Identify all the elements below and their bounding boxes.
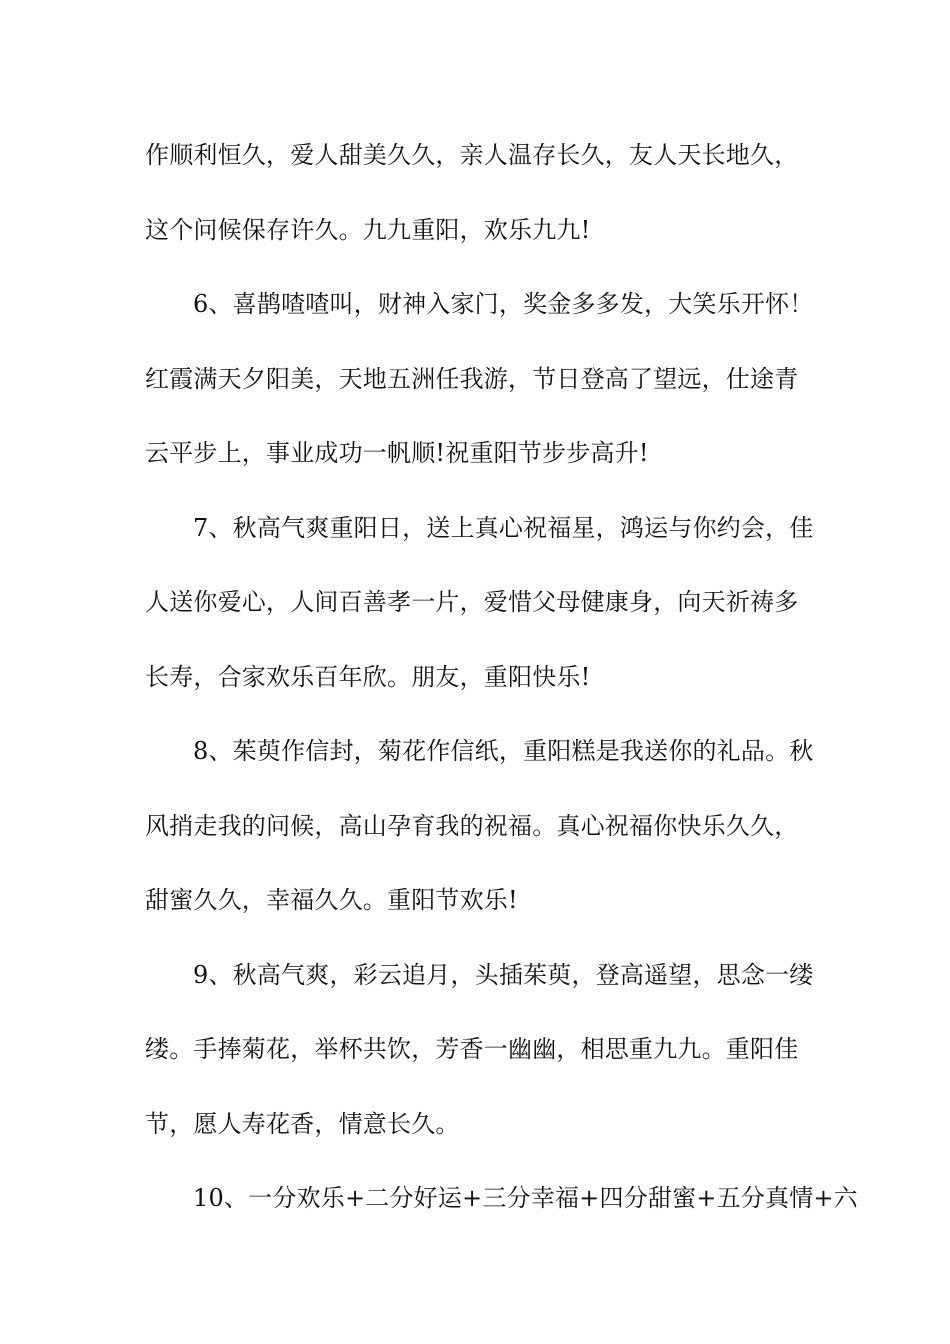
text-line: 8、茱萸作信封，菊花作信纸，重阳糕是我送你的礼品。秋 bbox=[193, 737, 814, 765]
text-line: 节，愿人寿花香，情意长久。 bbox=[145, 1109, 460, 1138]
text-line: 风捎走我的问候，高山孕育我的祝福。真心祝福你快乐久久， bbox=[145, 811, 799, 840]
text-line: 缕。手捧菊花，举杯共饮，芳香一幽幽，相思重九九。重阳佳 bbox=[145, 1035, 799, 1063]
text-line: 9、秋高气爽，彩云追月，头插茱萸，登高遥望，思念一缕 bbox=[193, 960, 814, 989]
paragraph-9 bbox=[145, 938, 813, 1162]
text-line: 这个问候保存许久。九九重阳，欢乐九九! bbox=[145, 215, 591, 244]
text-line: 7、秋高气爽重阳日，送上真心祝福星，鸿运与你约会，佳 bbox=[193, 513, 814, 542]
paragraph-8 bbox=[145, 714, 813, 938]
text-line: 甜蜜久久，幸福久久。重阳节欢乐! bbox=[145, 886, 518, 914]
paragraph-continuation bbox=[145, 118, 813, 267]
paragraph-7 bbox=[145, 491, 813, 715]
text-line: 人送你爱心，人间百善孝一片，爱惜父母健康身，向天祈祷多 bbox=[145, 588, 799, 616]
text-line: 作顺利恒久，爱人甜美久久，亲人温存长久，友人天长地久， bbox=[145, 141, 799, 169]
paragraph-6 bbox=[145, 267, 813, 491]
text-line: 6、喜鹊喳喳叫，财神入家门，奖金多多发，大笑乐开怀！ bbox=[193, 290, 814, 318]
document-text bbox=[145, 118, 858, 1236]
text-line: 红霞满天夕阳美，天地五洲任我游，节日登高了望远，仕途青 bbox=[145, 364, 799, 393]
text-line: 10、一分欢乐+二分好运+三分幸福+四分甜蜜+五分真情+六 bbox=[193, 1184, 858, 1212]
paragraph-10 bbox=[145, 1161, 858, 1236]
text-line: 云平步上，事业成功一帆顺!祝重阳节步步高升! bbox=[145, 439, 649, 467]
text-line: 长寿，合家欢乐百年欣。朋友，重阳快乐! bbox=[145, 662, 591, 691]
